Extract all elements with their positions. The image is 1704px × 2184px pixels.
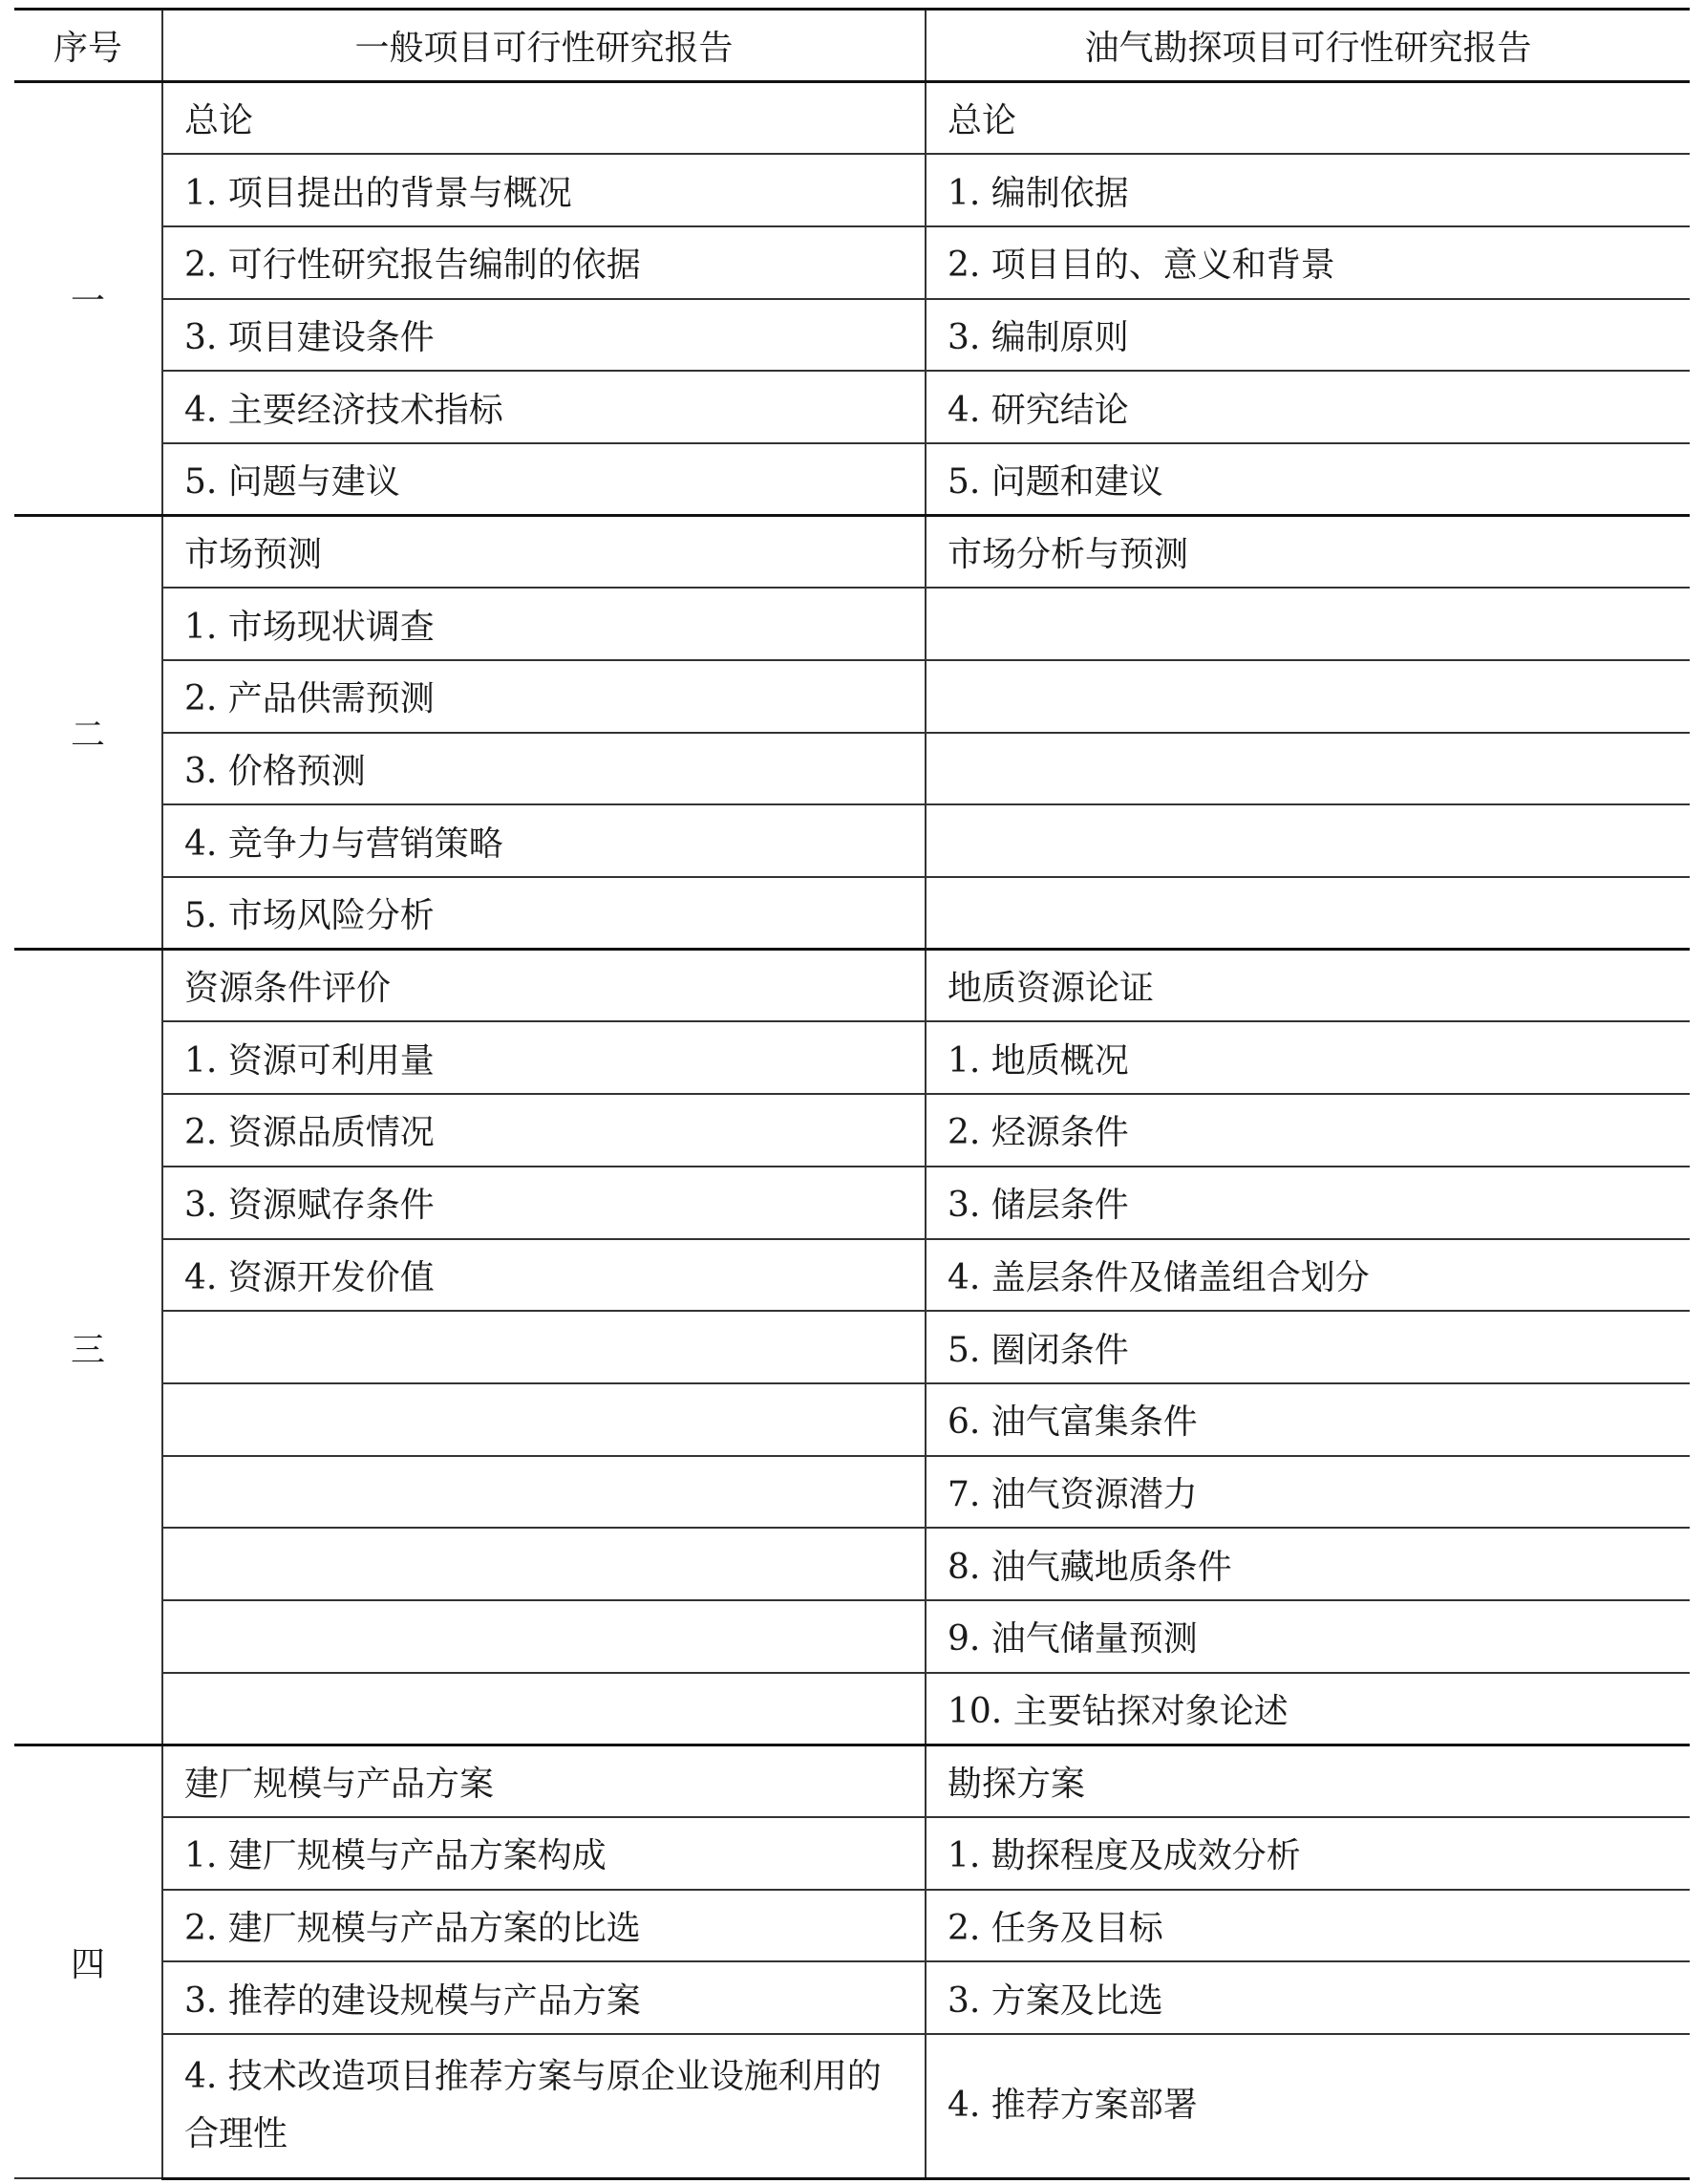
general-report-cell: 4. 技术改造项目推荐方案与原企业设施利用的合理性 <box>162 2034 926 2178</box>
general-report-cell: 3. 推荐的建设规模与产品方案 <box>162 1961 926 2034</box>
table-row <box>14 299 1690 372</box>
comparison-table <box>14 8 1690 2180</box>
general-report-cell <box>162 1673 926 1745</box>
oilgas-report-cell <box>926 877 1690 950</box>
oilgas-report-cell: 5. 问题和建议 <box>926 443 1690 516</box>
general-report-cell: 4. 主要经济技术指标 <box>162 371 926 443</box>
general-report-cell: 2. 产品供需预测 <box>162 660 926 733</box>
general-report-cell: 建厂规模与产品方案 <box>162 1745 926 1817</box>
oilgas-report-cell: 6. 油气富集条件 <box>926 1383 1690 1456</box>
general-report-cell: 资源条件评价 <box>162 950 926 1022</box>
oilgas-report-cell <box>926 733 1690 805</box>
table-row <box>14 2034 1690 2178</box>
header-row <box>14 10 1690 82</box>
table-row <box>14 1239 1690 1312</box>
general-report-cell <box>162 1600 926 1673</box>
table-row <box>14 950 1690 1022</box>
general-report-cell: 市场预测 <box>162 516 926 589</box>
oilgas-report-cell: 2. 烃源条件 <box>926 1094 1690 1167</box>
table-body <box>14 82 1690 2179</box>
table-row <box>14 82 1690 155</box>
table-row <box>14 877 1690 950</box>
general-report-cell <box>162 1311 926 1383</box>
table-row <box>14 1021 1690 1094</box>
general-report-cell: 3. 价格预测 <box>162 733 926 805</box>
oilgas-report-cell: 2. 任务及目标 <box>926 1890 1690 1962</box>
general-report-cell: 总论 <box>162 82 926 155</box>
table-row <box>14 1600 1690 1673</box>
oilgas-report-cell: 1. 编制依据 <box>926 154 1690 226</box>
oilgas-report-cell <box>926 588 1690 660</box>
general-report-cell: 2. 可行性研究报告编制的依据 <box>162 226 926 299</box>
section-number: 三 <box>14 950 162 1745</box>
table-row <box>14 588 1690 660</box>
table-row <box>14 1745 1690 1817</box>
section-number: 四 <box>14 1745 162 2178</box>
oilgas-report-cell: 3. 方案及比选 <box>926 1961 1690 2034</box>
oilgas-report-cell: 4. 研究结论 <box>926 371 1690 443</box>
table-row <box>14 516 1690 589</box>
table-row <box>14 1456 1690 1529</box>
general-report-cell: 2. 资源品质情况 <box>162 1094 926 1167</box>
oilgas-report-cell: 8. 油气藏地质条件 <box>926 1528 1690 1600</box>
header-seq: 序号 <box>14 10 162 82</box>
table-row <box>14 1890 1690 1962</box>
general-report-cell: 1. 建厂规模与产品方案构成 <box>162 1817 926 1890</box>
oilgas-report-cell: 地质资源论证 <box>926 950 1690 1022</box>
table-row <box>14 443 1690 516</box>
general-report-cell: 1. 资源可利用量 <box>162 1021 926 1094</box>
oilgas-report-cell <box>926 660 1690 733</box>
oilgas-report-cell: 4. 推荐方案部署 <box>926 2034 1690 2178</box>
header-oilgas-report: 油气勘探项目可行性研究报告 <box>926 10 1690 82</box>
table-row <box>14 1311 1690 1383</box>
oilgas-report-cell: 4. 盖层条件及储盖组合划分 <box>926 1239 1690 1312</box>
general-report-cell: 4. 竞争力与营销策略 <box>162 804 926 877</box>
oilgas-report-cell: 3. 编制原则 <box>926 299 1690 372</box>
oilgas-report-cell: 勘探方案 <box>926 1745 1690 1817</box>
table-row <box>14 1383 1690 1456</box>
table-row <box>14 1167 1690 1239</box>
general-report-cell: 1. 项目提出的背景与概况 <box>162 154 926 226</box>
table-row <box>14 660 1690 733</box>
oilgas-report-cell: 5. 圈闭条件 <box>926 1311 1690 1383</box>
general-report-cell <box>162 1383 926 1456</box>
header-general-report: 一般项目可行性研究报告 <box>162 10 926 82</box>
table-row <box>14 1817 1690 1890</box>
general-report-cell <box>162 1456 926 1529</box>
oilgas-report-cell: 2. 项目目的、意义和背景 <box>926 226 1690 299</box>
general-report-cell: 5. 市场风险分析 <box>162 877 926 950</box>
oilgas-report-cell: 7. 油气资源潜力 <box>926 1456 1690 1529</box>
oilgas-report-cell: 总论 <box>926 82 1690 155</box>
section-number: 二 <box>14 516 162 950</box>
general-report-cell: 4. 资源开发价值 <box>162 1239 926 1312</box>
general-report-cell <box>162 1528 926 1600</box>
oilgas-report-cell: 1. 勘探程度及成效分析 <box>926 1817 1690 1890</box>
general-report-cell: 5. 问题与建议 <box>162 443 926 516</box>
table-row <box>14 804 1690 877</box>
general-report-cell: 3. 项目建设条件 <box>162 299 926 372</box>
table-row <box>14 733 1690 805</box>
general-report-cell: 3. 资源赋存条件 <box>162 1167 926 1239</box>
oilgas-report-cell: 10. 主要钻探对象论述 <box>926 1673 1690 1745</box>
table-row <box>14 1094 1690 1167</box>
oilgas-report-cell: 市场分析与预测 <box>926 516 1690 589</box>
oilgas-report-cell: 9. 油气储量预测 <box>926 1600 1690 1673</box>
oilgas-report-cell: 3. 储层条件 <box>926 1167 1690 1239</box>
table-row <box>14 1528 1690 1600</box>
general-report-cell: 1. 市场现状调查 <box>162 588 926 660</box>
table-row <box>14 1961 1690 2034</box>
oilgas-report-cell: 1. 地质概况 <box>926 1021 1690 1094</box>
table-row <box>14 371 1690 443</box>
oilgas-report-cell <box>926 804 1690 877</box>
table-row <box>14 226 1690 299</box>
general-report-cell: 2. 建厂规模与产品方案的比选 <box>162 1890 926 1962</box>
table-row <box>14 154 1690 226</box>
table-row <box>14 1673 1690 1745</box>
section-number: 一 <box>14 82 162 516</box>
